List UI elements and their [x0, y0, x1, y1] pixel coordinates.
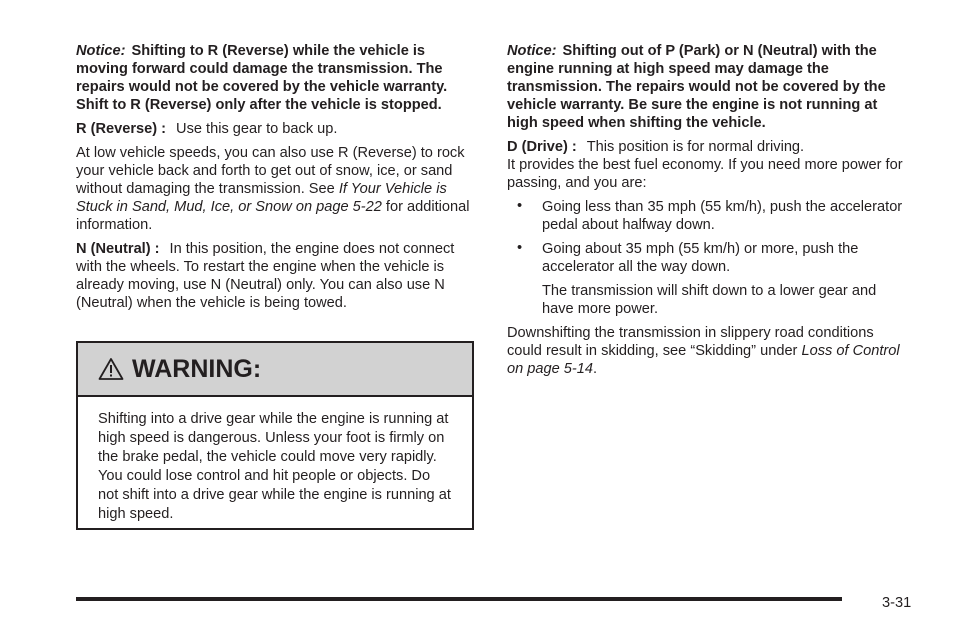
list-item — [507, 198, 907, 234]
loss-of-control-reference[interactable]: Loss of Control on page 5-14 — [507, 343, 900, 377]
warning-header — [78, 343, 472, 397]
notice-label: Notice: — [507, 43, 557, 59]
list-item — [507, 240, 907, 276]
bullet-text: Going about 35 mph (55 km/h) or more, push the accelerator all the way down. — [542, 241, 859, 275]
warning-triangle-icon — [98, 357, 124, 381]
park-neutral-notice — [507, 42, 907, 132]
warning-body: Shifting into a drive gear while the engine is running at high speed is dangerous. Unless your foot is firmly on the brake pedal, the vehicle could move very rapidly. You could lose control and hit people or objects. Do not shift into a drive gear while the engine is running at high speed. — [98, 411, 451, 522]
left-column — [76, 42, 476, 318]
downshift-text: Downshifting the transmission in slippery road conditions could result in skidding, see “Skidding” under — [507, 325, 874, 359]
neutral-text: In this position, the engine does not connect with the wheels. To restart the engine when the vehicle is already moving, use N (Neutral) only. You can also use N (Neutral) when the vehicle is being towed. — [76, 241, 455, 311]
neutral-term: N (Neutral) : — [76, 241, 160, 257]
low-speed-paragraph — [76, 144, 476, 234]
page-number: 3-31 — [882, 595, 912, 611]
neutral-paragraph — [76, 240, 476, 312]
notice-text: Shifting out of P (Park) or N (Neutral) with the engine running at high speed may damage the transmission. The repairs would not be covered by the vehicle warranty. Be sure the engine is not running at high speed when shifting the vehicle. — [507, 43, 886, 131]
low-speed-text-end: for additional information. — [76, 199, 470, 233]
notice-label: Notice: — [76, 43, 126, 59]
warning-title: WARNING: — [132, 354, 262, 383]
drive-paragraph — [507, 138, 907, 156]
warning-box — [76, 341, 474, 530]
bullet-icon: • — [517, 240, 523, 256]
drive-text: This position is for normal driving. — [586, 139, 805, 155]
downshift-paragraph — [507, 324, 907, 378]
stuck-vehicle-reference[interactable]: If Your Vehicle is Stuck in Sand, Mud, Ice, or Snow on page 5-22 — [76, 181, 447, 215]
reverse-paragraph — [76, 120, 476, 138]
reverse-text: Use this gear to back up. — [176, 121, 338, 137]
downshift-text-end: . — [593, 361, 598, 377]
notice-text: Shifting to R (Reverse) while the vehicle is moving forward could damage the transmission. The repairs would not be covered by the vehicle warranty. Shift to R (Reverse) only after the vehicle is stopped. — [76, 43, 448, 113]
drive-paragraph-continued: It provides the best fuel economy. If you need more power for passing, and you are: — [507, 157, 903, 191]
reverse-term: R (Reverse) : — [76, 121, 167, 137]
right-column — [507, 42, 907, 384]
bullet-icon: • — [517, 198, 523, 214]
footer-rule — [76, 597, 842, 601]
bullet-note: The transmission will shift down to a lower gear and have more power. — [542, 283, 877, 317]
reverse-notice — [76, 42, 476, 114]
low-speed-text: At low vehicle speeds, you can also use R (Reverse) to rock your vehicle back and forth to get out of snow, ice, or sand without damaging the transmission. See — [76, 145, 465, 197]
drive-term: D (Drive) : — [507, 139, 577, 155]
bullet-text: Going less than 35 mph (55 km/h), push the accelerator pedal about halfway down. — [542, 199, 903, 233]
